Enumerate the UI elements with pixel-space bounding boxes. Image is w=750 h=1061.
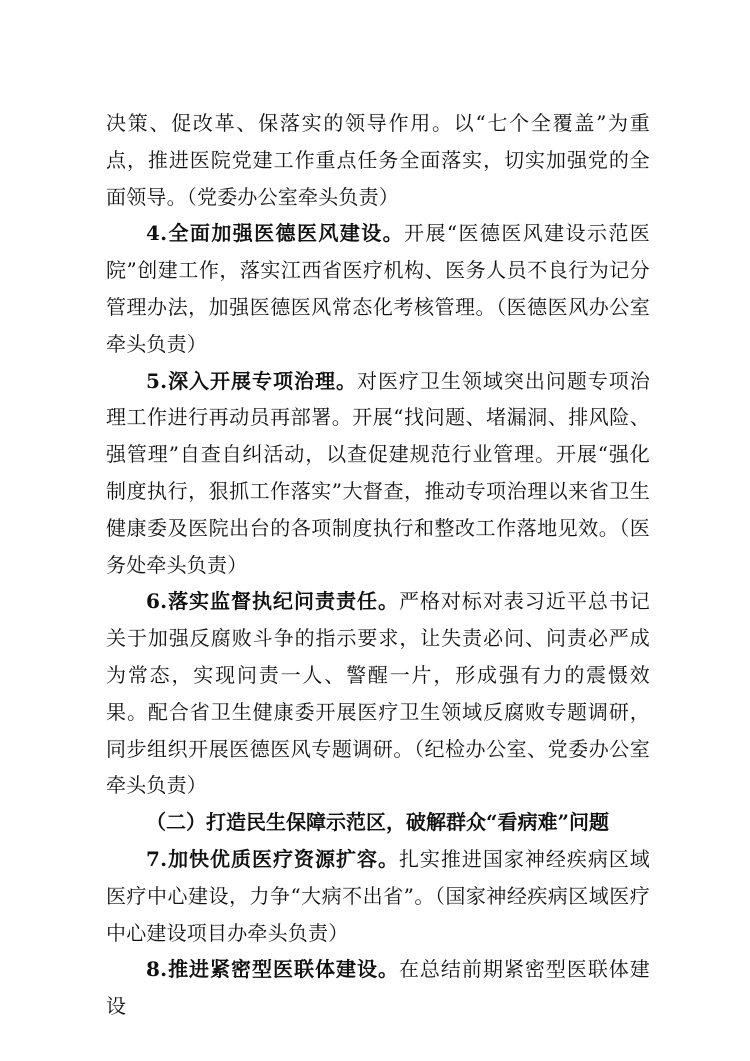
paragraph-item-8 bbox=[106, 951, 650, 1025]
item-heading: 7.加快优质医疗资源扩容。 bbox=[146, 846, 399, 871]
paragraph-text: 决策、促改革、保落实的领导作用。以“七个全覆盖”为重点，推进医院党建工作重点任务全面落实，切实加强党的全面领导。（党委办公室牵头负责） bbox=[106, 111, 650, 209]
paragraph-item-6 bbox=[106, 583, 650, 804]
paragraph-item-4 bbox=[106, 215, 650, 362]
item-heading: 4.全面加强医德医风建设。 bbox=[146, 221, 405, 246]
paragraph-text: 在总结前期紧密型医联体建设 bbox=[106, 957, 650, 1019]
paragraph-text: 开展“医德医风建设示范医院”创建工作，落实江西省医疗机构、医务人员不良行为记分管理办法，加强医德医风常态化考核管理。（医德医风办公室牵头负责） bbox=[106, 221, 650, 356]
item-heading: 5.深入开展专项治理。 bbox=[146, 368, 357, 393]
section-heading: （二）打造民生保障示范区，破解群众“看病难”问题 bbox=[146, 810, 610, 835]
paragraph-text: 扎实推进国家神经疾病区域医疗中心建设，力争“大病不出省”。（国家神经疾病区域医疗中心建设项目办牵头负责） bbox=[106, 846, 650, 945]
paragraph-text: 严格对标对表习近平总书记关于加强反腐败斗争的指示要求，让失责必问、问责必严成为常态，实现问责一人、警醒一片，形成强有力的震慑效果。配合省卫生健康委开展医疗卫生领域反腐败专题调研，同步组织开展医德医风专题调研。（纪检办公室、党委办公室牵头负责） bbox=[106, 589, 650, 798]
paragraph-text: 对医疗卫生领域突出问题专项治理工作进行再动员再部署。开展“找问题、堵漏洞、排风险、强管理”自查自纠活动，以查促建规范行业管理。开展“强化制度执行，狠抓工作落实”大督查，推动专项治理以来省卫生健康委及医院出台的各项制度执行和整改工作落地见效。（医务处牵头负责） bbox=[106, 368, 650, 577]
paragraph-continuation bbox=[106, 105, 650, 215]
item-heading: 6.落实监督执纪问责责任。 bbox=[146, 589, 399, 614]
document-page bbox=[106, 105, 650, 1025]
paragraph-item-7 bbox=[106, 841, 650, 951]
paragraph-item-5 bbox=[106, 363, 650, 584]
item-heading: 8.推进紧密型医联体建设。 bbox=[146, 957, 399, 982]
